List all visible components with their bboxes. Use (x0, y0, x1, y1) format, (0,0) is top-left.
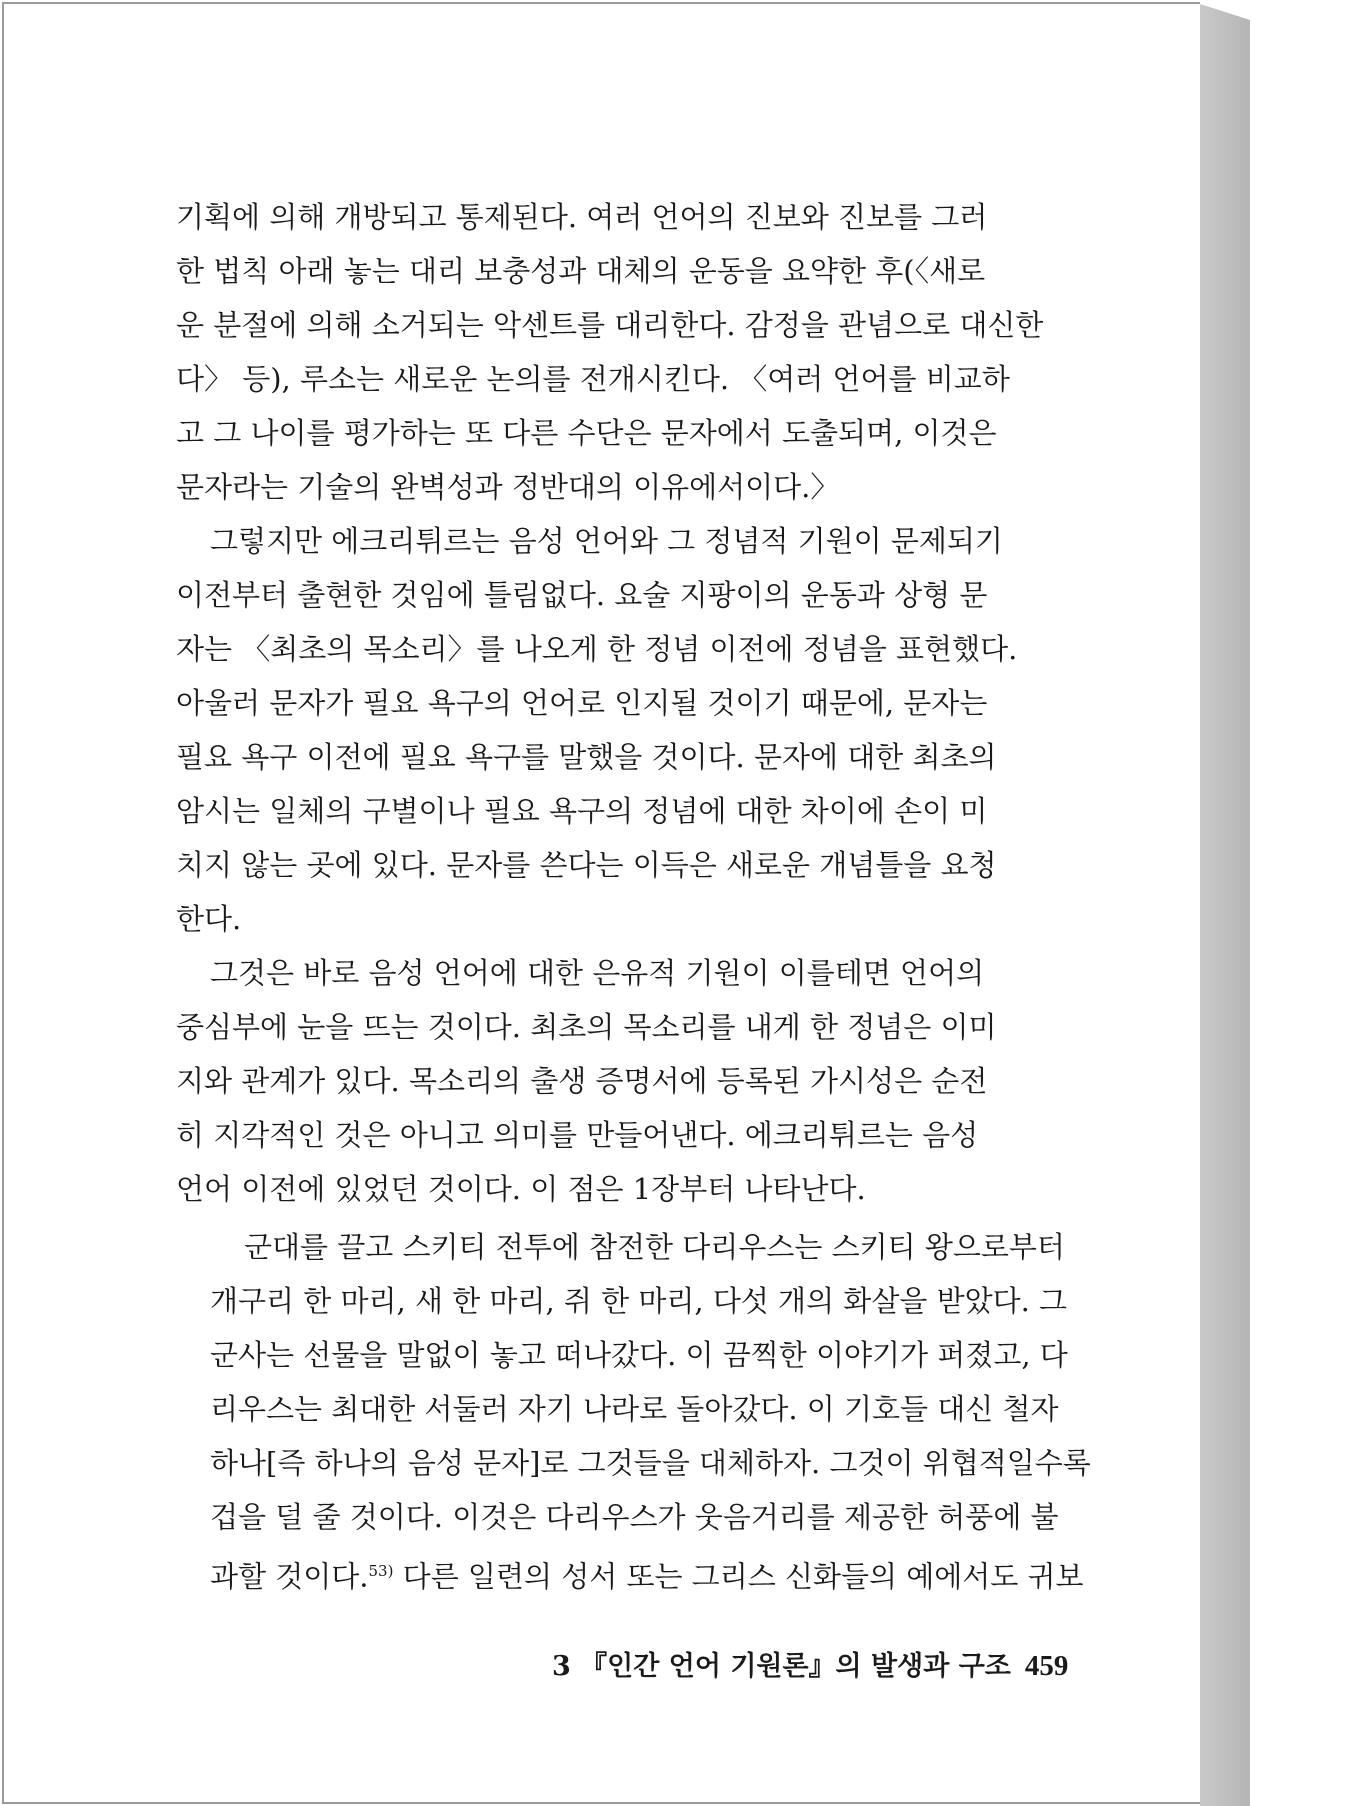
quote-line: 개구리 한 마리, 새 한 마리, 쥐 한 마리, 다섯 개의 화살을 받았다. 그 (210, 1284, 1068, 1318)
text-line: 히 지각적인 것은 아니고 의미를 만들어낸다. 에크리튀르는 음성 (176, 1118, 979, 1152)
quote-line: 군사는 선물을 말없이 놓고 떠나갔다. 이 끔찍한 이야기가 퍼졌고, 다 (210, 1338, 1068, 1372)
quote-last-line-start: 과할 것이다. (210, 1559, 369, 1594)
text-line: 한 법칙 아래 놓는 대리 보충성과 대체의 운동을 요약한 후(〈새로 (176, 254, 986, 288)
text-line: 그렇지만 에크리튀르는 음성 언어와 그 정념적 기원이 문제되기 (210, 524, 1003, 558)
text-line: 고 그 나이를 평가하는 또 다른 수단은 문자에서 도출되며, 이것은 (176, 416, 997, 450)
quote-line: 하나[즉 하나의 음성 문자]로 그것들을 대체하자. 그것이 위협적일수록 (210, 1446, 1091, 1480)
quote-line: 리우스는 최대한 서둘러 자기 나라로 돌아갔다. 이 기호들 대신 철자 (210, 1392, 1059, 1426)
running-head: 3 『인간 언어 기원론』의 발생과 구조 (552, 1651, 1011, 1682)
text-line: 언어 이전에 있었던 것이다. 이 점은 1장부터 나타난다. (176, 1172, 866, 1206)
text-line: 필요 욕구 이전에 필요 욕구를 말했을 것이다. 문자에 대한 최초의 (176, 740, 997, 774)
text-line: 이전부터 출현한 것임에 틀림없다. 요술 지팡이의 운동과 상형 문 (176, 578, 988, 612)
text-line: 아울러 문자가 필요 욕구의 언어로 인지될 것이기 때문에, 문자는 (176, 686, 988, 720)
text-line: 다〉 등), 루소는 새로운 논의를 전개시킨다. 〈여러 언어를 비교하 (176, 362, 1010, 396)
text-line: 문자라는 기술의 완벽성과 정반대의 이유에서이다.〉 (176, 470, 840, 504)
text-line: 운 분절에 의해 소거되는 악센트를 대리한다. 감정을 관념으로 대신한 (176, 308, 1044, 342)
text-line: 중심부에 눈을 뜨는 것이다. 최초의 목소리를 내게 한 정념은 이미 (176, 1010, 997, 1044)
text-line: 한다. (176, 902, 242, 936)
text-line: 기획에 의해 개방되고 통제된다. 여러 언어의 진보와 진보를 그러 (176, 200, 988, 234)
text-line: 지와 관계가 있다. 목소리의 출생 증명서에 등록된 가시성은 순전 (176, 1064, 988, 1098)
text-line: 암시는 일체의 구별이나 필요 욕구의 정념에 대한 차이에 손이 미 (176, 794, 988, 828)
footnote-ref[interactable]: 53) (368, 1562, 394, 1580)
text-line: 그것은 바로 음성 언어에 대한 은유적 기원이 이를테면 언어의 (210, 956, 985, 990)
main-text (176, 190, 1044, 1216)
block-quote (210, 1220, 1091, 1604)
book-page-edge (1200, 4, 1250, 1806)
quote-line: 겁을 덜 줄 것이다. 이것은 다리우스가 웃음거리를 제공한 허풍에 불 (210, 1500, 1059, 1534)
quote-line (210, 1544, 1084, 1604)
text-line: 자는 〈최초의 목소리〉를 나오게 한 정념 이전에 정념을 표현했다. (176, 632, 1018, 666)
text-line: 치지 않는 곳에 있다. 문자를 쓴다는 이득은 새로운 개념틀을 요청 (176, 848, 997, 882)
quote-line: 군대를 끌고 스키티 전투에 참전한 다리우스는 스키티 왕으로부터 (244, 1230, 1065, 1264)
quote-last-line-end: 다른 일련의 성서 또는 그리스 신화들의 예에서도 귀보 (393, 1559, 1084, 1594)
page-number: 459 (1024, 1650, 1069, 1682)
page-footer (552, 1644, 1069, 1683)
book-page (2, 2, 1200, 1804)
